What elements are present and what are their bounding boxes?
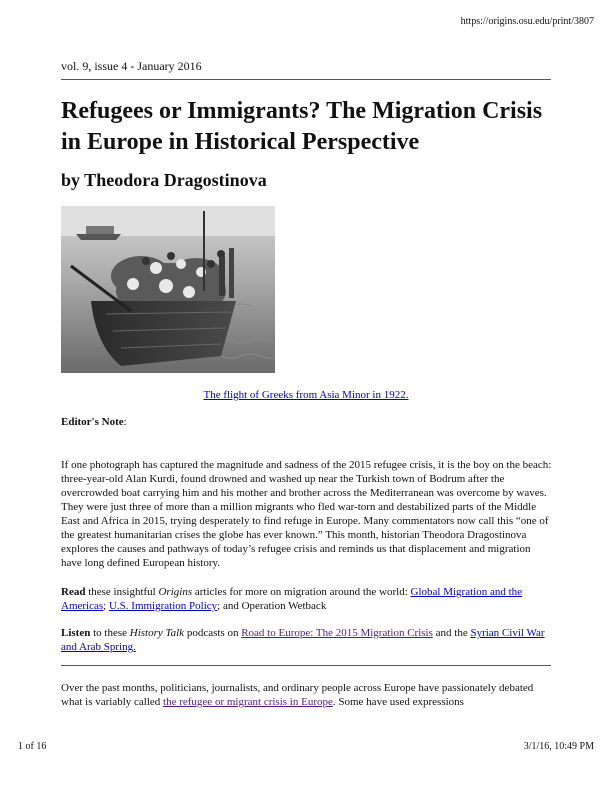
intro-paragraph: If one photograph has captured the magnitude and sadness of the 2015 refugee crisis, it is the boy on the beach: three-year-old Alan Kurdi, found drowned and washed up near the Turkish town of Bodrum after the overcrowded boat carrying him and his mother and brother across the Mediterranean was overcome by waves. They were just three of more than a million migrants who fled war-torn and destabilized parts of the Middle East and Africa in 2015, trying desperately to find refuge in Europe. Many commentators now call this “one of the greatest humanitarian crises the globe has ever known.” This month, historian Theodora Dragostinova explores the causes and pathways of today’s refugee crisis and reminds us that displacement and migration have long defined European history.: [61, 459, 552, 569]
body-text: . Some have used expressions: [332, 696, 464, 708]
link-refugee-crisis[interactable]: the refugee or migrant crisis in Europe: [163, 696, 333, 708]
link-road-to-europe[interactable]: Road to Europe: The 2015 Migration Crisis: [241, 627, 433, 639]
article-byline: by Theodora Dragostinova: [61, 170, 267, 190]
read-separator: ;: [103, 600, 109, 612]
body-paragraph: [61, 681, 553, 709]
editors-note-colon: :: [123, 416, 127, 428]
page-number: 1 of 16: [18, 741, 47, 752]
link-global-migration[interactable]: Global Migration and the Americas: [61, 586, 523, 612]
link-syrian-civil-war[interactable]: Syrian Civil War and Arab Spring.: [61, 627, 545, 653]
article-title: Refugees or Immigrants? The Migration Crisis in Europe in Historical Perspective: [61, 98, 543, 155]
history-talk-label: History Talk: [129, 627, 185, 639]
read-text: articles for more on migration around the world:: [192, 586, 411, 598]
photo-caption: [0, 389, 612, 401]
page-url: https://origins.osu.edu/print/3807: [460, 16, 594, 27]
link-us-immigration[interactable]: U.S. Immigration Policy: [108, 600, 218, 612]
issue-label: vol. 9, issue 4 - January 2016: [61, 59, 202, 73]
listen-text: to these: [90, 627, 130, 639]
body-text: Over the past months, politicians, journalists, and ordinary people across Europe have passionately debated what is variably called: [61, 682, 534, 708]
listen-text: podcasts on: [184, 627, 242, 639]
editors-note: [61, 416, 127, 428]
editors-note-label: Editor's Note: [61, 416, 124, 428]
origins-label: Origins: [158, 586, 193, 598]
print-timestamp: 3/1/16, 10:49 PM: [523, 741, 594, 752]
listen-paragraph: [61, 626, 553, 654]
article-photo: [61, 206, 275, 373]
divider: [61, 79, 551, 80]
divider: [61, 665, 551, 666]
listen-text: and the: [432, 627, 471, 639]
read-text: ; and Operation Wetback: [217, 600, 327, 612]
read-text: these insightful: [85, 586, 159, 598]
caption-link[interactable]: The flight of Greeks from Asia Minor in 1922.: [203, 389, 409, 401]
listen-lead: Listen: [61, 627, 91, 639]
read-lead: Read: [61, 586, 86, 598]
read-paragraph: [61, 585, 553, 613]
